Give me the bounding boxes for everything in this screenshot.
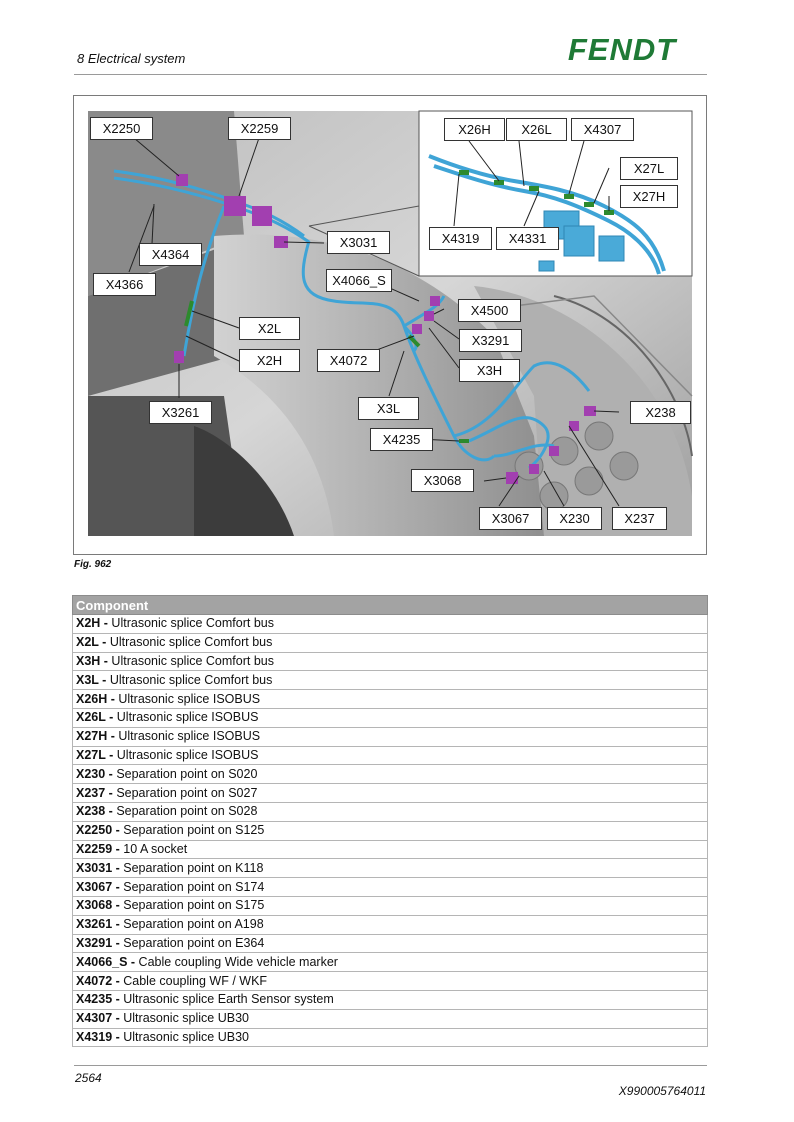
table-row [73,859,708,878]
table-row [73,990,708,1009]
component-description: Ultrasonic splice Comfort bus [106,635,273,650]
table-row [73,972,708,991]
callout-x4235: X4235 [370,428,433,451]
component-cell [73,690,708,709]
table-row [73,615,708,634]
component-description: Ultrasonic splice Comfort bus [106,672,273,687]
component-description: 10 A socket [119,841,188,856]
callout-x27h: X27H [620,185,678,208]
component-description: Separation point on S020 [112,766,258,781]
component-cell [73,633,708,652]
component-code: X3031 - [76,860,120,875]
component-description: Ultrasonic splice UB30 [119,1029,249,1044]
table-row [73,633,708,652]
callout-x3031: X3031 [327,231,390,254]
component-code: X3068 - [76,898,120,913]
component-cell [73,671,708,690]
component-code: X27L - [76,747,114,762]
callout-x3261: X3261 [149,401,212,424]
component-description: Separation point on S027 [112,785,258,800]
component-description: Cable coupling WF / WKF [119,973,268,988]
callout-x26h: X26H [444,118,505,141]
figure-frame [73,95,707,555]
component-code: X26H - [76,691,115,706]
component-description: Separation point on A198 [119,917,264,932]
table-row [73,802,708,821]
component-cell [73,1009,708,1028]
table-row [73,784,708,803]
component-cell [73,1028,708,1047]
component-code: X26L - [76,710,114,725]
component-cell [73,708,708,727]
callout-x4500: X4500 [458,299,521,322]
callout-x3h: X3H [459,359,520,382]
component-cell [73,953,708,972]
table-row [73,652,708,671]
table-row [73,821,708,840]
header-divider [74,74,707,75]
table-row [73,708,708,727]
component-description: Separation point on S028 [112,804,258,819]
callout-x4364: X4364 [139,243,202,266]
table-row [73,746,708,765]
component-description: Ultrasonic splice ISOBUS [113,710,259,725]
component-code: X3H - [76,653,108,668]
page-number: 2564 [75,1071,102,1085]
component-description: Separation point on S125 [119,823,265,838]
component-cell [73,821,708,840]
callout-x238: X238 [630,401,691,424]
component-description: Ultrasonic splice Comfort bus [107,616,274,631]
callout-x2h: X2H [239,349,300,372]
callout-x237: X237 [612,507,667,530]
component-cell [73,727,708,746]
component-code: X27H - [76,729,115,744]
component-cell [73,990,708,1009]
component-code: X4066_S - [76,954,136,969]
component-code: X4072 - [76,973,120,988]
component-code: X4307 - [76,1011,120,1026]
component-cell [73,859,708,878]
callout-x2259: X2259 [228,117,291,140]
component-cell [73,934,708,953]
footer-divider [74,1065,707,1066]
table-row [73,953,708,972]
table-row [73,840,708,859]
component-code: X4319 - [76,1029,120,1044]
component-cell [73,784,708,803]
component-description: Separation point on S175 [119,898,265,913]
brand-text: FENDT [567,34,677,64]
component-cell [73,878,708,897]
callout-x4072: X4072 [317,349,380,372]
component-cell [73,652,708,671]
component-description: Ultrasonic splice Earth Sensor system [119,992,334,1007]
component-code: X230 - [76,766,113,781]
component-cell [73,615,708,634]
callout-x26l: X26L [506,118,567,141]
component-description: Ultrasonic splice UB30 [119,1011,249,1026]
table-header-component: Component [73,596,708,615]
component-description: Ultrasonic splice ISOBUS [114,691,261,706]
callout-x2250: X2250 [90,117,153,140]
document-number: X990005764011 [618,1084,706,1098]
callout-x4366: X4366 [93,273,156,296]
component-cell [73,972,708,991]
section-title: 8 Electrical system [77,51,186,66]
component-cell [73,746,708,765]
table-row [73,727,708,746]
callout-x4331: X4331 [496,227,559,250]
component-description: Separation point on E364 [119,935,265,950]
table-row [73,765,708,784]
component-cell [73,896,708,915]
component-code: X238 - [76,804,113,819]
callout-x27l: X27L [620,157,678,180]
fendt-logo [543,34,701,64]
table-row [73,934,708,953]
table-header-row [73,596,708,615]
component-code: X2250 - [76,823,120,838]
component-cell [73,765,708,784]
component-code: X2L - [76,635,107,650]
table-row [73,1009,708,1028]
table-row [73,1028,708,1047]
callout-x3067: X3067 [479,507,542,530]
table-row [73,690,708,709]
component-code: X3261 - [76,917,120,932]
table-body [73,615,708,1047]
component-code: X4235 - [76,992,120,1007]
table-row [73,896,708,915]
callout-x3291: X3291 [459,329,522,352]
component-cell [73,802,708,821]
table-row [73,671,708,690]
component-description: Cable coupling Wide vehicle marker [135,954,338,969]
component-description: Ultrasonic splice ISOBUS [114,729,261,744]
callout-x4066s: X4066_S [326,269,392,292]
wiring-illustration [74,96,706,554]
callout-x4319: X4319 [429,227,492,250]
callout-x230: X230 [547,507,602,530]
table-row [73,915,708,934]
component-description: Separation point on S174 [119,879,265,894]
component-code: X237 - [76,785,113,800]
component-code: X2H - [76,616,108,631]
callout-x3l: X3L [358,397,419,420]
component-code: X2259 - [76,841,120,856]
component-description: Ultrasonic splice ISOBUS [113,747,259,762]
callout-x2l: X2L [239,317,300,340]
component-description: Separation point on K118 [119,860,264,875]
component-table [72,595,708,1047]
component-code: X3L - [76,672,107,687]
component-cell [73,840,708,859]
component-code: X3291 - [76,935,120,950]
callout-x3068: X3068 [411,469,474,492]
component-description: Ultrasonic splice Comfort bus [107,653,274,668]
component-cell [73,915,708,934]
figure-caption: Fig. 962 [74,559,112,570]
component-code: X3067 - [76,879,120,894]
table-row [73,878,708,897]
callout-x4307: X4307 [571,118,634,141]
